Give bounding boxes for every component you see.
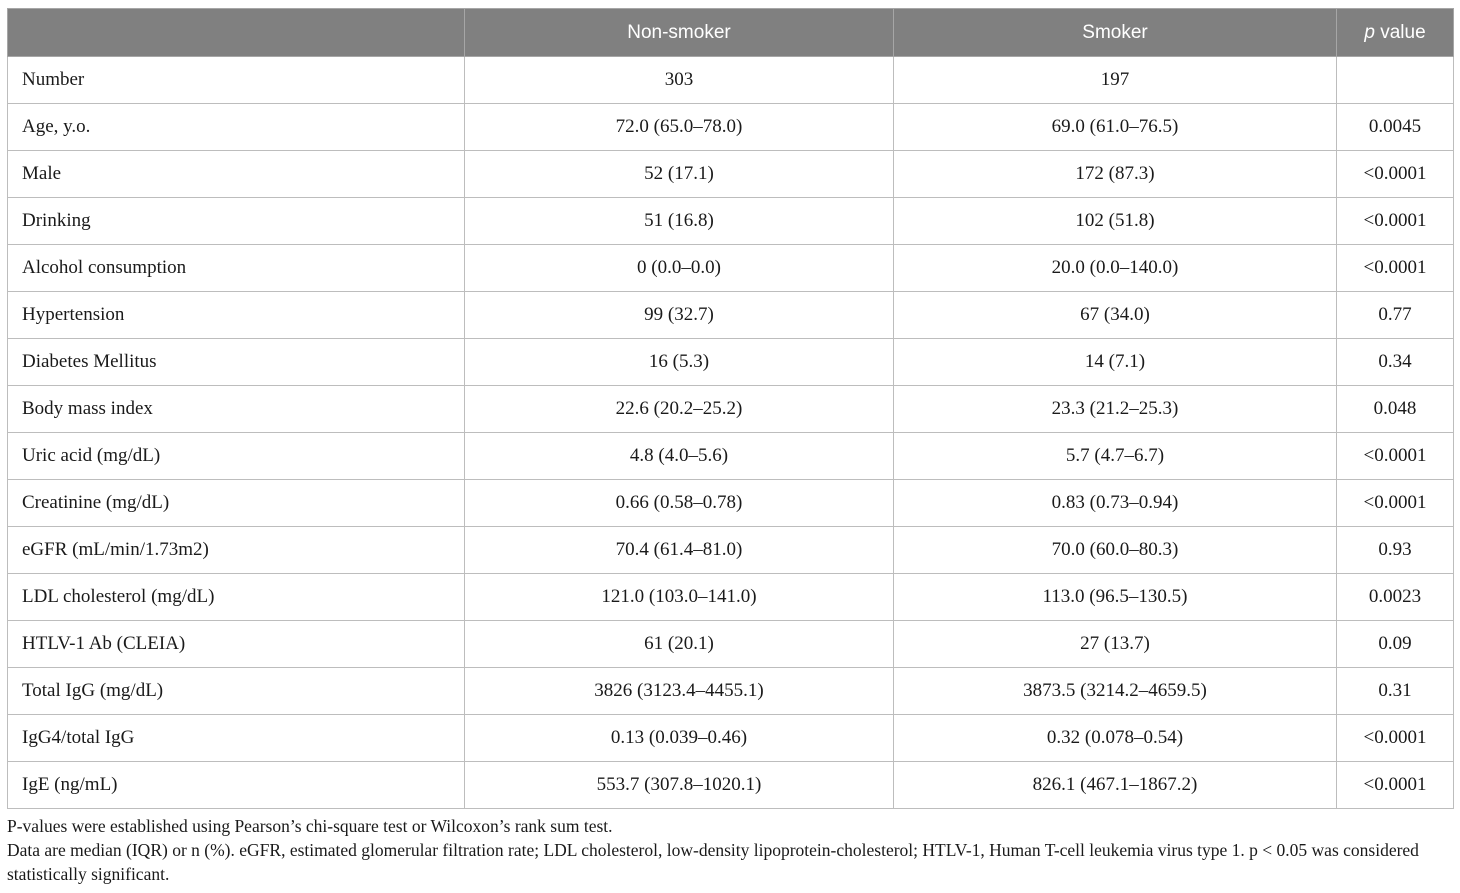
row-label: Body mass index: [8, 386, 465, 433]
footnote-line-1: P-values were established using Pearson’s chi-square test or Wilcoxon’s rank sum test.: [7, 816, 613, 836]
table-body: [8, 57, 1454, 809]
row-label: Number: [8, 57, 465, 104]
cell-p-value: <0.0001: [1337, 245, 1454, 292]
row-label: Age, y.o.: [8, 104, 465, 151]
header-p-rest: value: [1374, 21, 1426, 43]
table-row: [8, 104, 1454, 151]
cell-non-smoker: 16 (5.3): [465, 339, 894, 386]
cell-p-value: 0.048: [1337, 386, 1454, 433]
comparison-table: [7, 8, 1454, 809]
cell-smoker: 113.0 (96.5–130.5): [894, 574, 1337, 621]
cell-smoker: 0.32 (0.078–0.54): [894, 715, 1337, 762]
row-label: Hypertension: [8, 292, 465, 339]
cell-smoker: 70.0 (60.0–80.3): [894, 527, 1337, 574]
table-row: [8, 574, 1454, 621]
cell-non-smoker: 70.4 (61.4–81.0): [465, 527, 894, 574]
table-row: [8, 292, 1454, 339]
table-row: [8, 480, 1454, 527]
cell-p-value: 0.77: [1337, 292, 1454, 339]
cell-smoker: 69.0 (61.0–76.5): [894, 104, 1337, 151]
table-row: [8, 151, 1454, 198]
cell-smoker: 3873.5 (3214.2–4659.5): [894, 668, 1337, 715]
header-non-smoker: Non-smoker: [465, 9, 894, 57]
cell-non-smoker: 0.13 (0.039–0.46): [465, 715, 894, 762]
header-p-value: [1337, 9, 1454, 57]
cell-non-smoker: 3826 (3123.4–4455.1): [465, 668, 894, 715]
cell-smoker: 67 (34.0): [894, 292, 1337, 339]
cell-p-value: 0.0023: [1337, 574, 1454, 621]
cell-non-smoker: 72.0 (65.0–78.0): [465, 104, 894, 151]
footnote-line-2: Data are median (IQR) or n (%). eGFR, estimated glomerular filtration rate; LDL cholesterol, low-density lipoprotein-cholesterol; HTLV-1, Human T-cell leukemia virus type 1. p < 0.05 was considered statistically significant.: [7, 840, 1419, 884]
cell-non-smoker: 52 (17.1): [465, 151, 894, 198]
table-footnote: [7, 814, 1457, 886]
row-label: Total IgG (mg/dL): [8, 668, 465, 715]
table-row: [8, 245, 1454, 292]
header-row: [8, 9, 1454, 57]
cell-smoker: 826.1 (467.1–1867.2): [894, 762, 1337, 809]
cell-smoker: 27 (13.7): [894, 621, 1337, 668]
cell-p-value: <0.0001: [1337, 480, 1454, 527]
cell-smoker: 23.3 (21.2–25.3): [894, 386, 1337, 433]
cell-non-smoker: 22.6 (20.2–25.2): [465, 386, 894, 433]
cell-p-value: 0.09: [1337, 621, 1454, 668]
table-row: [8, 621, 1454, 668]
cell-p-value: <0.0001: [1337, 762, 1454, 809]
cell-smoker: 172 (87.3): [894, 151, 1337, 198]
table-row: [8, 433, 1454, 480]
header-variable: [8, 9, 465, 57]
cell-p-value: <0.0001: [1337, 198, 1454, 245]
cell-smoker: 14 (7.1): [894, 339, 1337, 386]
row-label: HTLV-1 Ab (CLEIA): [8, 621, 465, 668]
row-label: Male: [8, 151, 465, 198]
cell-smoker: 20.0 (0.0–140.0): [894, 245, 1337, 292]
cell-smoker: 0.83 (0.73–0.94): [894, 480, 1337, 527]
cell-p-value: 0.31: [1337, 668, 1454, 715]
row-label: Diabetes Mellitus: [8, 339, 465, 386]
row-label: Drinking: [8, 198, 465, 245]
cell-non-smoker: 4.8 (4.0–5.6): [465, 433, 894, 480]
table-row: [8, 386, 1454, 433]
table-row: [8, 57, 1454, 104]
table-row: [8, 668, 1454, 715]
table-row: [8, 715, 1454, 762]
cell-non-smoker: 121.0 (103.0–141.0): [465, 574, 894, 621]
table-row: [8, 527, 1454, 574]
cell-p-value: <0.0001: [1337, 151, 1454, 198]
cell-non-smoker: 51 (16.8): [465, 198, 894, 245]
cell-p-value: [1337, 57, 1454, 104]
cell-non-smoker: 553.7 (307.8–1020.1): [465, 762, 894, 809]
cell-p-value: <0.0001: [1337, 715, 1454, 762]
table-row: [8, 198, 1454, 245]
cell-non-smoker: 303: [465, 57, 894, 104]
table-header: [8, 9, 1454, 57]
row-label: Uric acid (mg/dL): [8, 433, 465, 480]
table-row: [8, 339, 1454, 386]
cell-smoker: 197: [894, 57, 1337, 104]
row-label: Alcohol consumption: [8, 245, 465, 292]
row-label: Creatinine (mg/dL): [8, 480, 465, 527]
cell-p-value: 0.34: [1337, 339, 1454, 386]
cell-smoker: 102 (51.8): [894, 198, 1337, 245]
row-label: IgE (ng/mL): [8, 762, 465, 809]
cell-non-smoker: 0.66 (0.58–0.78): [465, 480, 894, 527]
cell-p-value: 0.0045: [1337, 104, 1454, 151]
header-p-italic: p: [1364, 21, 1375, 43]
header-smoker: Smoker: [894, 9, 1337, 57]
cell-p-value: 0.93: [1337, 527, 1454, 574]
row-label: LDL cholesterol (mg/dL): [8, 574, 465, 621]
cell-p-value: <0.0001: [1337, 433, 1454, 480]
cell-non-smoker: 99 (32.7): [465, 292, 894, 339]
table-row: [8, 762, 1454, 809]
row-label: IgG4/total IgG: [8, 715, 465, 762]
data-table-container: [7, 8, 1453, 809]
cell-smoker: 5.7 (4.7–6.7): [894, 433, 1337, 480]
cell-non-smoker: 0 (0.0–0.0): [465, 245, 894, 292]
row-label: eGFR (mL/min/1.73m2): [8, 527, 465, 574]
cell-non-smoker: 61 (20.1): [465, 621, 894, 668]
